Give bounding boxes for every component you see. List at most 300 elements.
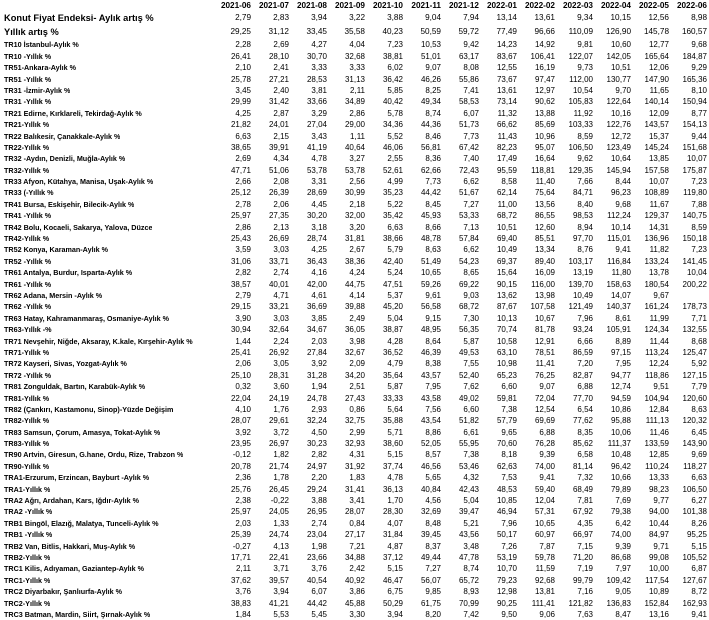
value-2021-09: 32,67 (344, 347, 365, 357)
value-2021-07: 1,33 (273, 518, 289, 528)
value-2021-06: 2,79 (235, 13, 251, 23)
column-header-2022-04: 2022-04 (600, 1, 631, 10)
value-2021-07: 33,21 (268, 302, 289, 312)
value-2022-05: 9,71 (653, 541, 669, 551)
row-label: Yıllık artış % (4, 27, 59, 38)
value-2021-06: 3,45 (235, 85, 251, 95)
value-2021-11: 59,26 (420, 279, 441, 289)
value-2021-09: 4,14 (349, 290, 365, 300)
value-2021-09: 32,68 (344, 51, 365, 61)
value-2022-05: 14,31 (648, 222, 669, 232)
region-label: TR33 Afyon, Kütahya, Manisa, Uşak-Aylık % (4, 177, 154, 187)
value-2022-05: 11,44 (649, 336, 669, 346)
value-2021-12: 5,21 (463, 518, 479, 528)
value-2021-07: 32,64 (268, 325, 289, 335)
value-2021-12: 8,74 (463, 564, 479, 574)
value-2021-06: 25,97 (230, 211, 251, 221)
value-2021-10: 5,78 (387, 108, 403, 118)
value-2022-05: 108,89 (644, 188, 669, 198)
value-2021-06: 38,83 (230, 598, 251, 608)
value-2021-10: 1,70 (387, 496, 403, 506)
value-2022-04: 9,68 (615, 199, 631, 209)
value-2022-02: 12,60 (534, 222, 555, 232)
region-label: TR62 -Yıllık % (4, 302, 52, 312)
value-2021-10: 5,15 (387, 564, 403, 574)
value-2021-06: 3,59 (235, 245, 251, 255)
region-label: TRC1 Kilis, Adıyaman, Gaziantep-Aylık % (4, 564, 145, 574)
value-2021-12: 7,42 (463, 609, 479, 619)
value-2021-07: 2,74 (273, 268, 289, 278)
value-2022-06: 9,41 (691, 609, 707, 619)
value-2021-11: 9,07 (425, 63, 441, 73)
value-2021-08: 5,45 (311, 609, 327, 619)
table-row (0, 370, 709, 381)
value-2021-08: 31,28 (306, 370, 327, 380)
value-2021-11: 43,57 (420, 370, 441, 380)
value-2021-07: 28,31 (268, 370, 289, 380)
value-2022-06: 101,38 (682, 507, 707, 517)
value-2021-07: 2,13 (273, 222, 289, 232)
value-2021-06: 2,11 (236, 564, 251, 574)
region-label: TR83 Samsun, Çorum, Amasya, Tokat-Aylık % (4, 427, 161, 437)
value-2021-06: 2,78 (235, 199, 251, 209)
value-2021-07: 1,82 (273, 450, 289, 460)
value-2021-09: 2,18 (349, 199, 365, 209)
value-2021-08: 23,04 (306, 530, 327, 540)
value-2022-01: 8,18 (501, 450, 517, 460)
value-2022-06: 6,87 (691, 564, 707, 574)
value-2021-11: 49,34 (420, 97, 441, 107)
value-2021-09: 3,41 (349, 496, 365, 506)
value-2022-03: 7,96 (577, 313, 593, 323)
value-2021-08: 28,69 (306, 188, 327, 198)
value-2021-06: 2,28 (235, 40, 251, 50)
table-row (0, 461, 709, 472)
table-row (0, 222, 709, 233)
value-2021-09: 2,11 (350, 85, 365, 95)
value-2022-05: 13,85 (648, 154, 669, 164)
value-2021-08: 3,33 (311, 63, 327, 73)
value-2021-09: 34,89 (344, 97, 365, 107)
value-2021-09: 2,51 (349, 382, 365, 392)
value-2022-06: 178,73 (682, 302, 707, 312)
value-2022-01: 62,14 (496, 188, 517, 198)
value-2022-02: 9,41 (539, 473, 555, 483)
region-label: TR32-Yıllık % (4, 165, 50, 175)
value-2022-06: 105,52 (682, 552, 707, 562)
region-label: TR90 Artvin, Giresun, G.hane, Ordu, Rize, Trabzon % (4, 450, 184, 460)
value-2021-12: 7,38 (463, 450, 479, 460)
value-2022-02: 72,04 (534, 393, 555, 403)
value-2022-03: 81,14 (572, 461, 593, 471)
value-2022-03: 6,66 (577, 336, 593, 346)
value-2022-06: 151,68 (682, 142, 707, 152)
value-2021-08: 34,67 (306, 325, 327, 335)
value-2022-03: 99,79 (572, 575, 593, 585)
value-2022-03: 8,76 (577, 245, 593, 255)
value-2022-02: 118,81 (531, 165, 555, 175)
value-2021-06: 25,43 (230, 234, 251, 244)
region-label: TR31 -Yıllık % (4, 97, 52, 107)
value-2021-07: 2,15 (273, 131, 289, 141)
value-2021-12: 51,73 (458, 120, 479, 130)
region-label: TR83-Yıllık % (4, 439, 50, 449)
table-row (0, 438, 709, 449)
value-2021-07: 33,71 (268, 256, 289, 266)
value-2022-03: 10,54 (572, 85, 593, 95)
value-2022-05: 136,96 (644, 234, 669, 244)
value-2022-05: 10,00 (648, 564, 669, 574)
value-2022-03: 7,16 (577, 587, 593, 597)
value-2021-06: 22,04 (230, 393, 251, 403)
value-2022-03: 9,81 (577, 40, 593, 50)
value-2021-07: 26,45 (268, 484, 289, 494)
value-2021-12: 5,87 (463, 336, 479, 346)
table-row (0, 472, 709, 483)
value-2022-02: 95,07 (534, 142, 555, 152)
value-2021-08: 24,78 (306, 393, 327, 403)
table-row (0, 244, 709, 255)
value-2021-10: 7,23 (387, 40, 403, 50)
value-2021-08: 27,84 (306, 347, 327, 357)
value-2021-09: 2,56 (349, 177, 365, 187)
value-2022-02: 96,66 (534, 27, 555, 37)
value-2022-04: 122,64 (606, 97, 631, 107)
value-2021-07: 24,74 (268, 530, 289, 540)
value-2022-05: 180,54 (644, 279, 669, 289)
value-2022-05: 94,00 (648, 507, 669, 517)
value-2021-08: 30,70 (306, 51, 327, 61)
value-2022-05: 124,34 (644, 325, 669, 335)
value-2021-11: 8,57 (425, 450, 441, 460)
value-2021-09: 32,75 (344, 416, 365, 426)
value-2022-01: 66,62 (496, 120, 517, 130)
table-row (0, 598, 709, 609)
value-2022-01: 69,37 (496, 256, 517, 266)
value-2021-11: 5,65 (425, 473, 441, 483)
region-label: TR21-Yıllık % (4, 120, 50, 130)
value-2022-06: 5,92 (691, 359, 707, 369)
value-2021-12: 57,84 (458, 234, 479, 244)
value-2022-06: 127,15 (682, 370, 707, 380)
value-2022-04: 94,59 (610, 393, 631, 403)
value-2022-01: 9,65 (501, 427, 517, 437)
value-2021-07: 26,92 (268, 347, 289, 357)
value-2022-04: 10,86 (610, 404, 631, 414)
value-2022-01: 83,67 (496, 51, 517, 61)
value-2022-02: 9,06 (539, 609, 555, 619)
value-2022-05: 157,58 (644, 165, 669, 175)
value-2022-03: 110,09 (568, 27, 593, 37)
value-2021-07: 31,12 (268, 27, 289, 37)
value-2022-04: 9,39 (615, 541, 631, 551)
value-2021-08: 2,82 (311, 450, 327, 460)
value-2022-01: 65,23 (496, 370, 517, 380)
value-2021-11: 7,56 (425, 404, 441, 414)
value-2022-04: 136,83 (606, 598, 631, 608)
value-2021-12: 42,43 (458, 484, 479, 494)
value-2021-08: 30,20 (306, 211, 327, 221)
value-2022-01: 82,23 (496, 142, 517, 152)
value-2021-07: 39,91 (268, 142, 289, 152)
value-2021-12: 9,03 (463, 290, 479, 300)
region-label: TRA1-Yıllık % (4, 484, 51, 494)
value-2021-12: 6,60 (463, 404, 479, 414)
value-2022-02: 13,88 (534, 108, 555, 118)
value-2021-06: 4,25 (235, 108, 251, 118)
value-2022-04: 8,47 (615, 609, 631, 619)
value-2021-10: 5,52 (387, 131, 403, 141)
value-2021-07: 2,08 (273, 177, 289, 187)
column-header-2022-02: 2022-02 (524, 1, 555, 10)
region-label: TRA2 -Yıllık % (4, 507, 53, 517)
value-2021-06: 29,25 (230, 27, 251, 37)
value-2022-04: 97,15 (610, 347, 631, 357)
region-label: TR10 -Yıllık % (4, 51, 52, 61)
value-2022-02: 75,64 (534, 188, 555, 198)
value-2021-11: 46,39 (420, 347, 441, 357)
value-2021-06: 1,44 (235, 336, 251, 346)
value-2022-03: 86,59 (572, 347, 593, 357)
value-2022-01: 11,32 (497, 108, 517, 118)
value-2022-05: 129,37 (644, 211, 669, 221)
value-2022-02: 16,19 (534, 63, 555, 73)
value-2022-01: 7,53 (501, 473, 517, 483)
value-2022-06: 5,15 (691, 541, 707, 551)
value-2022-04: 105,91 (606, 325, 631, 335)
value-2021-06: 2,82 (235, 268, 251, 278)
table-row (0, 85, 709, 96)
value-2022-04: 109,42 (606, 575, 631, 585)
value-2021-12: 54,23 (458, 256, 479, 266)
value-2022-06: 140,75 (682, 211, 707, 221)
value-2022-06: 120,60 (682, 393, 707, 403)
column-header-2021-12: 2021-12 (448, 1, 479, 10)
value-2022-06: 7,23 (691, 245, 707, 255)
value-2022-05: 12,77 (648, 40, 669, 50)
value-2021-12: 8,65 (463, 268, 479, 278)
value-2021-08: 36,69 (306, 302, 327, 312)
value-2022-03: 98,53 (572, 211, 593, 221)
value-2021-06: -0,27 (232, 541, 251, 551)
value-2021-10: 4,79 (387, 359, 403, 369)
value-2021-12: 8,93 (463, 587, 479, 597)
value-2022-05: 145,24 (644, 142, 669, 152)
column-header-2021-08: 2021-08 (296, 1, 327, 10)
value-2022-05: 104,94 (644, 393, 669, 403)
value-2022-04: 95,88 (610, 416, 631, 426)
value-2022-03: 8,94 (577, 222, 593, 232)
table-row (0, 529, 709, 540)
value-2022-04: 12,74 (610, 382, 631, 392)
value-2021-07: 24,19 (268, 393, 289, 403)
value-2022-02: 76,25 (534, 370, 555, 380)
value-2021-10: 5,37 (387, 290, 403, 300)
value-2022-03: 105,83 (568, 97, 593, 107)
value-2022-01: 10,58 (496, 336, 517, 346)
value-2021-09: 2,86 (349, 108, 365, 118)
value-2021-10: 50,29 (382, 598, 403, 608)
value-2022-04: 158,63 (606, 279, 631, 289)
value-2021-06: 2,79 (235, 290, 251, 300)
value-2021-11: 45,93 (420, 211, 441, 221)
value-2021-10: 37,12 (382, 552, 403, 562)
region-label: TR51 -Yıllık % (4, 74, 52, 84)
value-2022-05: 84,97 (648, 530, 669, 540)
value-2021-09: 39,88 (344, 302, 365, 312)
value-2022-06: 150,94 (682, 97, 707, 107)
table-row (0, 119, 709, 130)
value-2021-08: 33,66 (306, 97, 327, 107)
value-2022-01: 46,94 (496, 507, 517, 517)
value-2021-10: 33,33 (382, 393, 403, 403)
value-2021-06: 25,97 (230, 507, 251, 517)
value-2022-02: 78,51 (534, 347, 555, 357)
value-2021-06: 4,10 (235, 404, 251, 414)
value-2021-10: 4,78 (387, 473, 403, 483)
value-2022-02: 57,31 (534, 507, 555, 517)
value-2022-01: 15,64 (496, 268, 517, 278)
value-2021-11: 56,58 (420, 302, 441, 312)
value-2022-05: 118,86 (645, 370, 669, 380)
value-2021-10: 35,88 (382, 416, 403, 426)
value-2022-05: 12,84 (648, 404, 669, 414)
table-row (0, 256, 709, 267)
value-2021-09: 4,04 (349, 40, 365, 50)
value-2021-12: 7,13 (463, 222, 479, 232)
region-label: TR82 (Çankırı, Kastamonu, Sinop)-Yüzde Değişim (4, 404, 174, 414)
table-row (0, 358, 709, 369)
value-2022-01: 10,13 (496, 313, 517, 323)
value-2021-10: 5,87 (387, 382, 403, 392)
value-2022-03: 106,50 (568, 142, 593, 152)
value-2021-09: 30,99 (344, 188, 365, 198)
value-2022-06: 10,07 (686, 154, 707, 164)
value-2022-03: 85,62 (572, 439, 593, 449)
table-body (0, 39, 709, 620)
value-2022-02: 116,00 (531, 279, 555, 289)
value-2021-10: 34,36 (382, 120, 403, 130)
value-2021-11: 44,42 (420, 188, 441, 198)
table-row (0, 552, 709, 563)
value-2022-03: 7,66 (577, 177, 593, 187)
value-2022-02: 92,68 (534, 575, 555, 585)
value-2021-11: 48,78 (420, 234, 441, 244)
region-label: TR82-Yıllık % (4, 416, 50, 426)
region-label: TR42-Yıllık % (4, 234, 50, 244)
value-2022-04: 10,15 (610, 13, 631, 23)
value-2022-03: 129,35 (568, 165, 593, 175)
value-2021-10: 5,24 (387, 268, 403, 278)
value-2021-09: 34,20 (344, 370, 365, 380)
value-2021-11: 9,04 (425, 13, 441, 23)
value-2021-07: 24,01 (268, 120, 289, 130)
value-2021-10: 36,42 (382, 74, 403, 84)
value-2021-06: 3,90 (235, 313, 251, 323)
value-2021-09: 4,24 (349, 268, 365, 278)
table-row (0, 586, 709, 597)
value-2022-06: 6,63 (691, 473, 707, 483)
value-2022-04: 116,84 (607, 256, 631, 266)
value-2021-12: 6,61 (463, 427, 479, 437)
value-2021-12: 7,73 (463, 131, 479, 141)
value-2022-03: 77,70 (572, 393, 593, 403)
value-2022-04: 10,48 (610, 450, 631, 460)
value-2022-05: 10,07 (648, 177, 669, 187)
value-2021-12: 6,07 (463, 108, 479, 118)
region-label: TRB1 Bingöl, Elazığ, Malatya, Tunceli-Aylık % (4, 518, 159, 528)
value-2022-04: 8,44 (615, 177, 631, 187)
value-2022-03: 7,81 (577, 496, 593, 506)
value-2021-10: 46,47 (382, 575, 403, 585)
value-2021-11: 43,58 (420, 393, 441, 403)
value-2021-11: 62,66 (420, 165, 441, 175)
value-2021-07: 3,03 (273, 313, 289, 323)
value-2021-09: 0,86 (349, 404, 365, 414)
value-2021-09: 2,42 (349, 564, 365, 574)
value-2021-07: 29,61 (268, 416, 289, 426)
value-2022-01: 6,60 (501, 382, 517, 392)
value-2021-06: 25,12 (230, 188, 251, 198)
value-2021-11: 39,45 (420, 530, 441, 540)
region-label: TR52 -Yıllık % (4, 256, 52, 266)
value-2021-07: 3,72 (273, 427, 289, 437)
value-2022-04: 122,76 (606, 120, 631, 130)
column-header-2022-01: 2022-01 (486, 1, 517, 10)
value-2021-07: 39,57 (268, 575, 289, 585)
value-2021-12: 55,86 (458, 74, 479, 84)
table-row (0, 415, 709, 426)
value-2022-03: 82,87 (572, 370, 593, 380)
value-2021-11: 10,53 (420, 40, 441, 50)
value-2021-08: 2,93 (311, 404, 327, 414)
value-2021-06: 26,41 (230, 51, 251, 61)
value-2022-01: 90,15 (496, 279, 517, 289)
value-2021-07: 4,13 (273, 541, 289, 551)
value-2022-03: 8,40 (577, 199, 593, 209)
value-2022-04: 140,37 (606, 302, 631, 312)
table-row (0, 62, 709, 73)
value-2022-04: 74,00 (610, 530, 631, 540)
value-2021-11: 8,45 (425, 199, 441, 209)
value-2021-11: 7,95 (425, 382, 441, 392)
value-2021-09: 36,05 (344, 325, 365, 335)
region-label: TRC3 Batman, Mardin, Siirt, Şırnak-Aylık % (4, 609, 151, 619)
value-2022-04: 10,66 (610, 473, 631, 483)
table-row (0, 187, 709, 198)
value-2022-05: 9,67 (653, 290, 669, 300)
value-2021-10: 31,84 (382, 530, 403, 540)
value-2022-05: 143,57 (644, 120, 669, 130)
value-2021-12: 52,40 (458, 370, 479, 380)
value-2021-11: 48,95 (420, 325, 441, 335)
value-2022-06: 175,87 (682, 165, 707, 175)
value-2022-02: 9,07 (539, 382, 555, 392)
table-row (0, 347, 709, 358)
value-2021-08: 30,23 (306, 439, 327, 449)
value-2022-05: 13,16 (648, 609, 669, 619)
value-2022-02: 16,64 (534, 154, 555, 164)
value-2021-07: 4,34 (273, 154, 289, 164)
value-2021-10: 35,42 (382, 211, 403, 221)
value-2022-05: 11,46 (649, 427, 669, 437)
value-2021-10: 52,61 (382, 165, 403, 175)
value-2021-11: 9,85 (425, 587, 441, 597)
value-2021-08: 2,03 (311, 336, 327, 346)
value-2022-06: 8,72 (691, 587, 707, 597)
value-2022-04: 130,77 (606, 74, 631, 84)
value-2021-08: 4,61 (311, 290, 327, 300)
